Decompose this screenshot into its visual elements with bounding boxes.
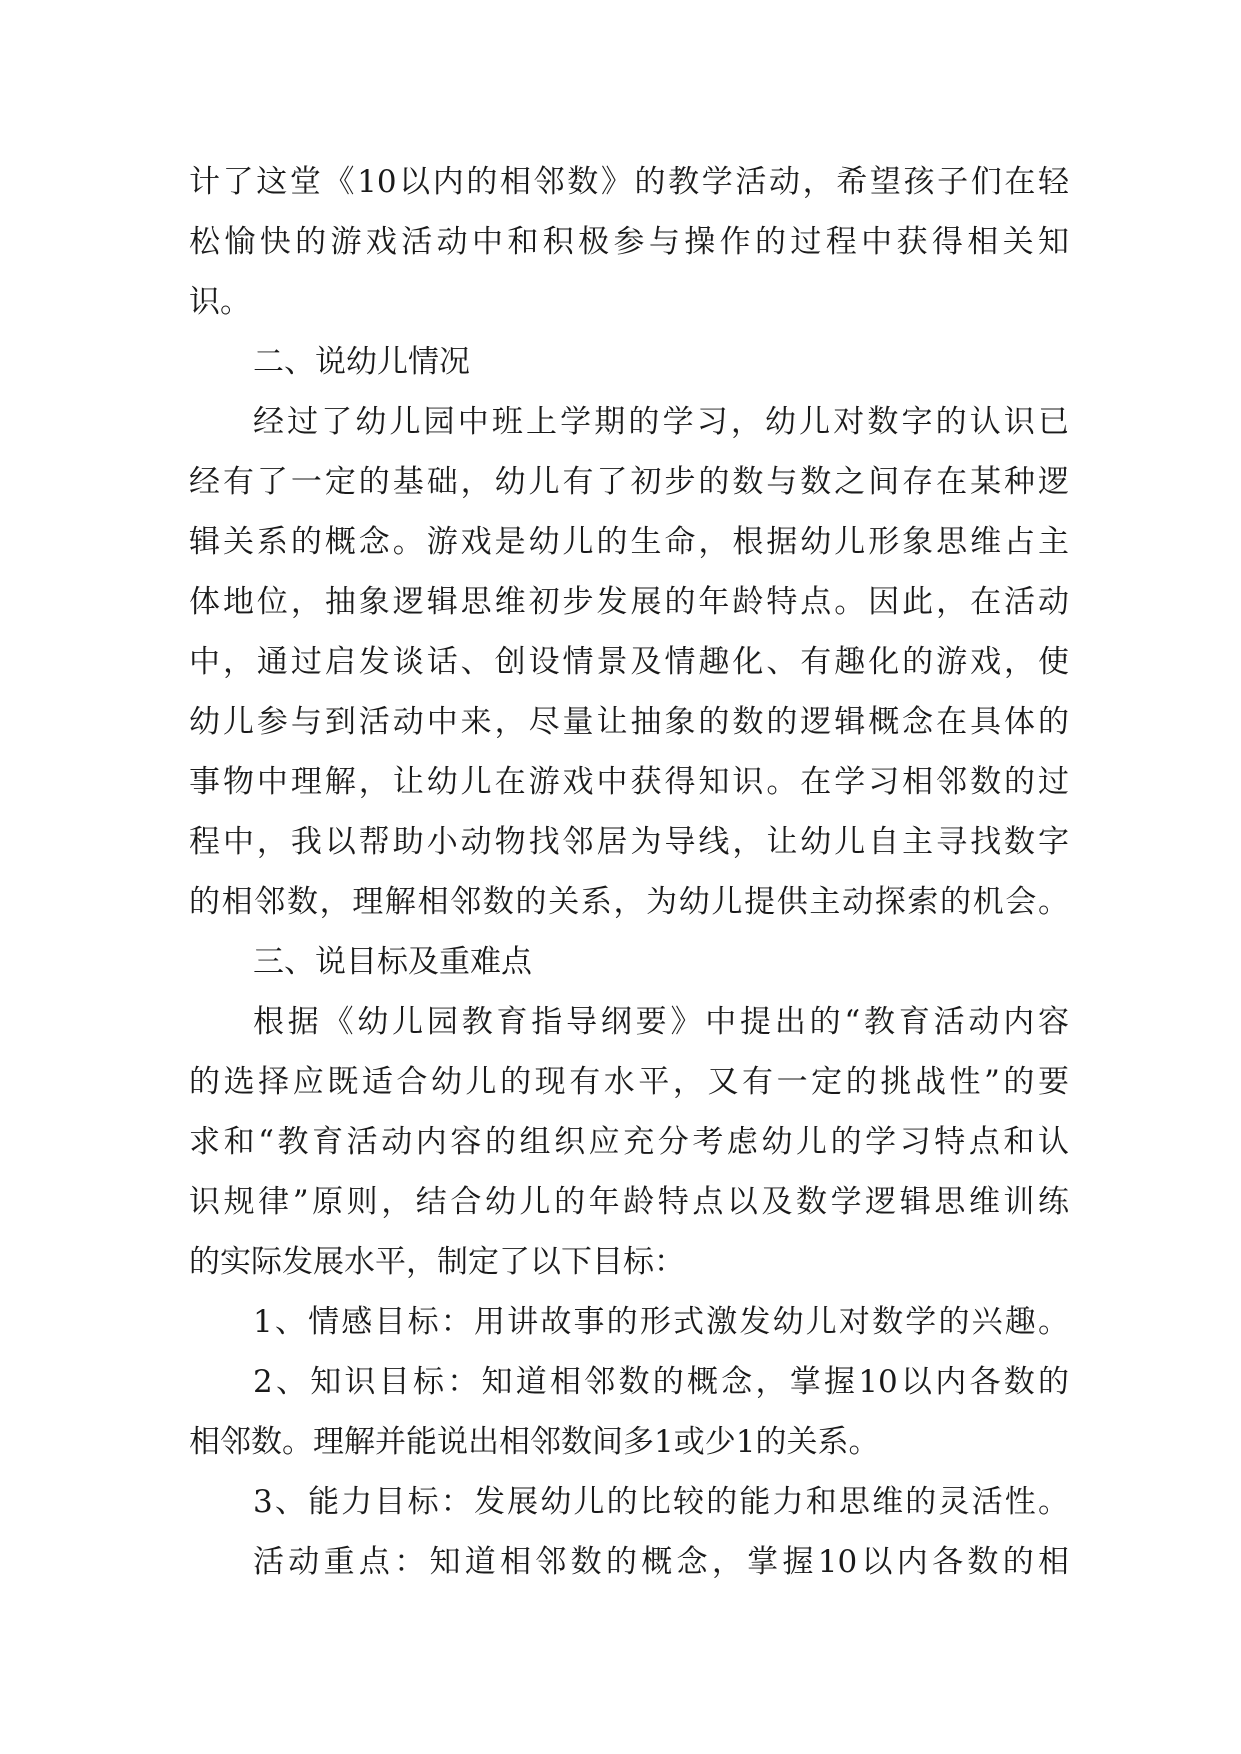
list-item-line: 1、情感目标：用讲故事的形式激发幼儿对数学的兴趣。 [253,1304,1069,1340]
section-heading: 三、说目标及重难点 [253,944,532,980]
list-item-line: 相邻数。理解并能说出相邻数间多1或少1的关系。 [189,1424,880,1460]
paragraph-line: 经过了幼儿园中班上学期的学习，幼儿对数字的认识已 [253,404,1069,440]
paragraph-line: 中，通过启发谈话、创设情景及情趣化、有趣化的游戏，使 [189,644,1069,680]
paragraph-line: 经有了一定的基础，幼儿有了初步的数与数之间存在某种逻 [189,464,1069,500]
list-item-line: 2、知识目标：知道相邻数的概念，掌握10以内各数的 [253,1364,1069,1400]
paragraph-line: 识。 [189,284,251,320]
paragraph-line: 的选择应既适合幼儿的现有水平，又有一定的挑战性”的要 [189,1064,1069,1100]
paragraph-line: 事物中理解，让幼儿在游戏中获得知识。在学习相邻数的过 [189,764,1069,800]
paragraph-line: 幼儿参与到活动中来，尽量让抽象的数的逻辑概念在具体的 [189,704,1069,740]
paragraph-line: 程中，我以帮助小动物找邻居为导线，让幼儿自主寻找数字 [189,824,1069,860]
paragraph-line: 根据《幼儿园教育指导纲要》中提出的“教育活动内容 [253,1004,1069,1040]
paragraph-line: 的相邻数，理解相邻数的关系，为幼儿提供主动探索的机会。 [189,884,1069,920]
paragraph-line: 活动重点：知道相邻数的概念，掌握10以内各数的相 [253,1544,1069,1580]
section-heading: 二、说幼儿情况 [253,344,470,380]
paragraph-line: 计了这堂《10以内的相邻数》的教学活动，希望孩子们在轻 [189,164,1069,200]
paragraph-line: 识规律”原则，结合幼儿的年龄特点以及数学逻辑思维训练 [189,1184,1069,1220]
paragraph-line: 体地位，抽象逻辑思维初步发展的年龄特点。因此，在活动 [189,584,1069,620]
paragraph-line: 的实际发展水平，制定了以下目标： [189,1244,685,1280]
paragraph-line: 辑关系的概念。游戏是幼儿的生命，根据幼儿形象思维占主 [189,524,1069,560]
paragraph-line: 求和“教育活动内容的组织应充分考虑幼儿的学习特点和认 [189,1124,1069,1160]
document-body [189,152,1069,1592]
paragraph-line: 松愉快的游戏活动中和积极参与操作的过程中获得相关知 [189,224,1069,260]
list-item-line: 3、能力目标：发展幼儿的比较的能力和思维的灵活性。 [253,1484,1069,1520]
